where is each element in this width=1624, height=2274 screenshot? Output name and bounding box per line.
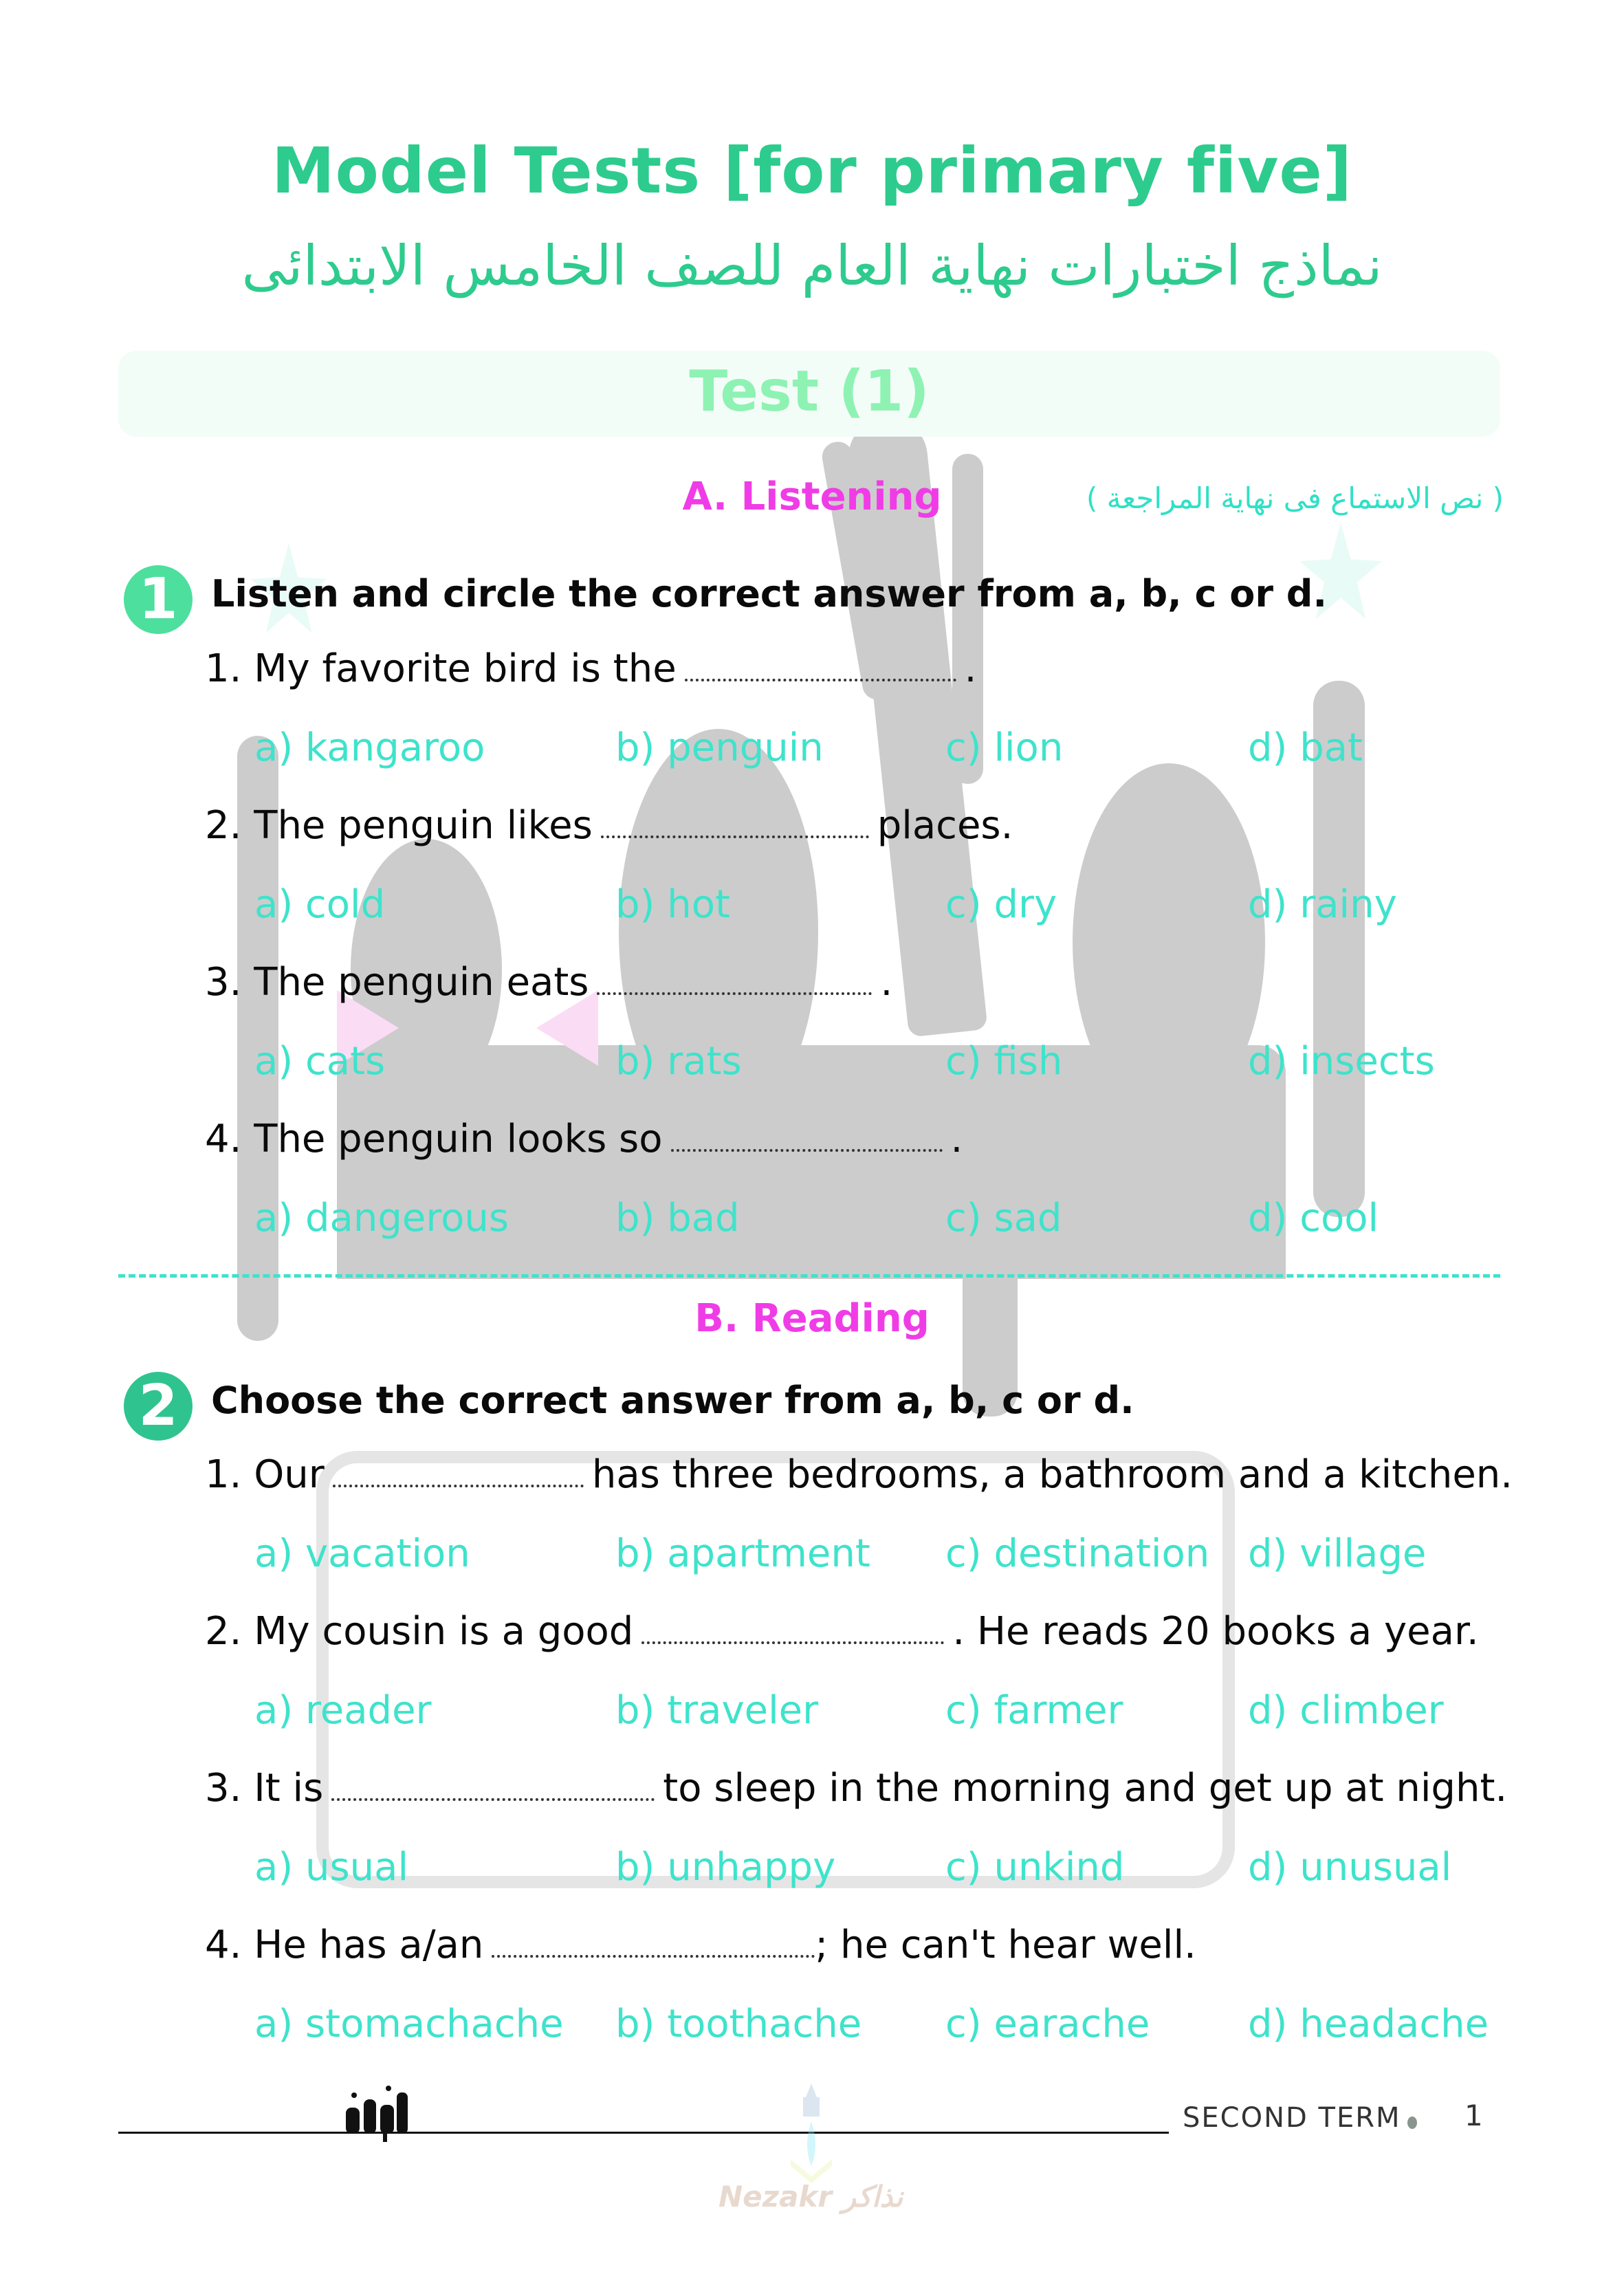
question-text: 4. He has a/an — [205, 1923, 484, 1967]
exercise-2-instruction: Choose the correct answer from a, b, c or d. — [211, 1379, 1134, 1422]
question-text: 3. The penguin eats — [205, 960, 589, 1005]
question-b4 — [205, 1923, 1196, 1967]
question-text-end: to sleep in the morning and get up at night. — [663, 1766, 1508, 1811]
option-b4-c[interactable]: c) earache — [945, 2002, 1150, 2046]
question-text: 4. The penguin looks so — [205, 1117, 663, 1161]
question-a1 — [205, 646, 976, 691]
option-b4-b[interactable]: b) toothache — [615, 2002, 862, 2046]
option-a1-d[interactable]: d) bat — [1248, 725, 1363, 770]
page-title: Model Tests [for primary five] — [272, 134, 1352, 208]
answer-blank[interactable] — [641, 1635, 944, 1644]
question-a4 — [205, 1117, 963, 1161]
option-a4-d[interactable]: d) cool — [1248, 1196, 1379, 1240]
option-b3-c[interactable]: c) unkind — [945, 1845, 1125, 1890]
nezakr-logo-icon — [791, 2084, 832, 2187]
option-a1-c[interactable]: c) lion — [945, 725, 1064, 770]
section-divider — [118, 1274, 1500, 1278]
question-b1 — [205, 1452, 1513, 1497]
question-a2 — [205, 803, 1013, 848]
question-text: 1. Our — [205, 1452, 325, 1497]
option-b2-d[interactable]: d) climber — [1248, 1688, 1444, 1733]
option-b2-c[interactable]: c) farmer — [945, 1688, 1123, 1733]
option-b1-d[interactable]: d) village — [1248, 1531, 1427, 1576]
option-a4-a[interactable]: a) dangerous — [254, 1196, 509, 1240]
question-a3 — [205, 960, 892, 1005]
answer-blank[interactable] — [597, 985, 872, 995]
answer-blank[interactable] — [333, 1478, 584, 1487]
test-banner — [118, 351, 1500, 437]
option-b1-b[interactable]: b) apartment — [615, 1531, 870, 1576]
bullet-dot-icon — [1407, 2117, 1417, 2129]
answer-blank[interactable] — [601, 829, 869, 838]
page-number: 1 — [1464, 2099, 1483, 2132]
question-text-end: ; he can't hear well. — [815, 1923, 1196, 1967]
option-b1-a[interactable]: a) vacation — [254, 1531, 470, 1576]
answer-blank[interactable] — [331, 1791, 655, 1801]
question-b2 — [205, 1609, 1479, 1654]
answer-blank[interactable] — [492, 1948, 815, 1958]
option-a3-a[interactable]: a) cats — [254, 1039, 386, 1084]
exercise-2-badge: 2 — [124, 1372, 193, 1441]
option-a2-c[interactable]: c) dry — [945, 882, 1057, 927]
option-a4-c[interactable]: c) sad — [945, 1196, 1062, 1240]
option-a2-b[interactable]: b) hot — [615, 882, 730, 927]
option-a2-a[interactable]: a) cold — [254, 882, 386, 927]
option-b4-a[interactable]: a) stomachache — [254, 2002, 564, 2046]
listening-note: ( نص الاستماع فى نهاية المراجعة ) — [1086, 481, 1504, 515]
option-a3-d[interactable]: d) insects — [1248, 1039, 1435, 1084]
question-text: 3. It is — [205, 1766, 324, 1811]
footer-term: SECOND TERM — [1183, 2102, 1401, 2134]
question-text-end: . — [964, 646, 977, 691]
option-a3-b[interactable]: b) rats — [615, 1039, 742, 1084]
test-title: Test (1) — [689, 359, 930, 424]
question-text-end: places. — [877, 803, 1013, 848]
question-text-end: . He reads 20 books a year. — [952, 1609, 1479, 1654]
question-text-end: has three bedrooms, a bathroom and a kitchen. — [591, 1452, 1513, 1497]
section-b-title: B. Reading — [694, 1296, 930, 1341]
option-a1-b[interactable]: b) penguin — [615, 725, 824, 770]
question-text: 1. My favorite bird is the — [205, 646, 677, 691]
option-a3-c[interactable]: c) fish — [945, 1039, 1063, 1084]
page-title-arabic: نماذج اختبارات نهاية العام للصف الخامس الابتدائى — [241, 234, 1383, 298]
answer-blank[interactable] — [671, 1142, 943, 1152]
exercise-1-badge: 1 — [124, 565, 193, 634]
answer-blank[interactable] — [685, 672, 956, 681]
option-b3-a[interactable]: a) usual — [254, 1845, 408, 1890]
question-text-end: . — [950, 1117, 963, 1161]
option-b2-b[interactable]: b) traveler — [615, 1688, 819, 1733]
question-text: 2. My cousin is a good — [205, 1609, 634, 1654]
question-text-end: . — [880, 960, 893, 1005]
exercise-1-instruction: Listen and circle the correct answer from a, b, c or d. — [211, 572, 1327, 615]
option-b4-d[interactable]: d) headache — [1248, 2002, 1489, 2046]
option-b2-a[interactable]: a) reader — [254, 1688, 432, 1733]
option-b3-d[interactable]: d) unusual — [1248, 1845, 1452, 1890]
option-a4-b[interactable]: b) bad — [615, 1196, 740, 1240]
option-b3-b[interactable]: b) unhappy — [615, 1845, 836, 1890]
footer-rule — [118, 2132, 1169, 2134]
option-a1-a[interactable]: a) kangaroo — [254, 725, 485, 770]
publisher-logo-icon — [340, 2080, 416, 2142]
question-b3 — [205, 1766, 1507, 1811]
question-text: 2. The penguin likes — [205, 803, 593, 848]
option-a2-d[interactable]: d) rainy — [1248, 882, 1397, 927]
nezakr-watermark: Nezakr نذاكر — [718, 2180, 903, 2213]
option-b1-c[interactable]: c) destination — [945, 1531, 1210, 1576]
section-a-title: A. Listening — [682, 474, 942, 519]
